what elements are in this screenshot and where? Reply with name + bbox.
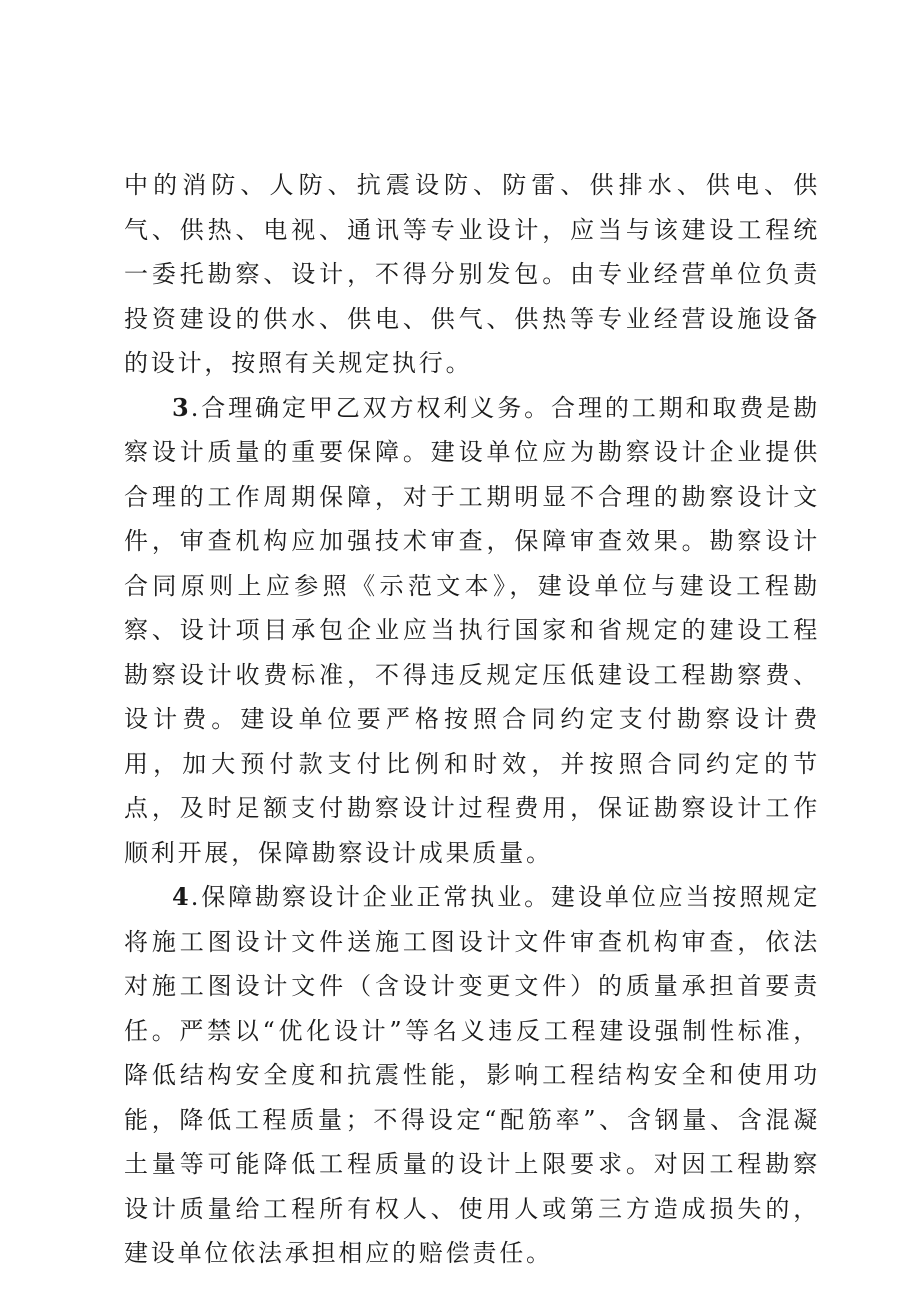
paragraph-text: 中的消防、人防、抗震设防、防雷、供排水、供电、供气、供热、电视、通讯等专业设计，应当与该建设工程统一委托勘察、设计，不得分别发包。由专业经营单位负责投资建设的供水、供电、供气、供热等专业经营设施设备的设计，按照有关规定执行。 — [124, 171, 820, 377]
paragraph-item-3 — [124, 386, 820, 876]
paragraph-number: 4 — [172, 882, 191, 911]
paragraph-text: .合理确定甲乙双方权利义务。合理的工期和取费是勘察设计质量的重要保障。建设单位应为勘察设计企业提供合理的工作周期保障，对于工期明显不合理的勘察设计文件，审查机构应加强技术审查，保障审查效果。勘察设计合同原则上应参照《示范文本》，建设单位与建设工程勘察、设计项目承包企业应当执行国家和省规定的建设工程勘察设计收费标准，不得违反规定压低建设工程勘察费、设计费。建设单位要严格按照合同约定支付勘察设计费用，加大预付款支付比例和时效，并按照合同约定的节点，及时足额支付勘察设计过程费用，保证勘察设计工作顺利开展，保障勘察设计成果质量。 — [124, 393, 820, 867]
paragraph-text: .保障勘察设计企业正常执业。建设单位应当按照规定将施工图设计文件送施工图设计文件审查机构审查，依法对施工图设计文件（含设计变更文件）的质量承担首要责任。严禁以“优化设计”等名义违反工程建设强制性标准，降低结构安全度和抗震性能，影响工程结构安全和使用功能，降低工程质量；不得设定“配筋率”、含钢量、含混凝土量等可能降低工程质量的设计上限要求。对因工程勘察设计质量给工程所有权人、使用人或第三方造成损失的，建设单位依法承担相应的赔偿责任。 — [124, 883, 820, 1267]
body-text — [124, 163, 820, 1276]
paragraph-item-4 — [124, 875, 820, 1276]
paragraph-continuation — [124, 163, 820, 386]
paragraph-number: 3 — [172, 392, 191, 422]
